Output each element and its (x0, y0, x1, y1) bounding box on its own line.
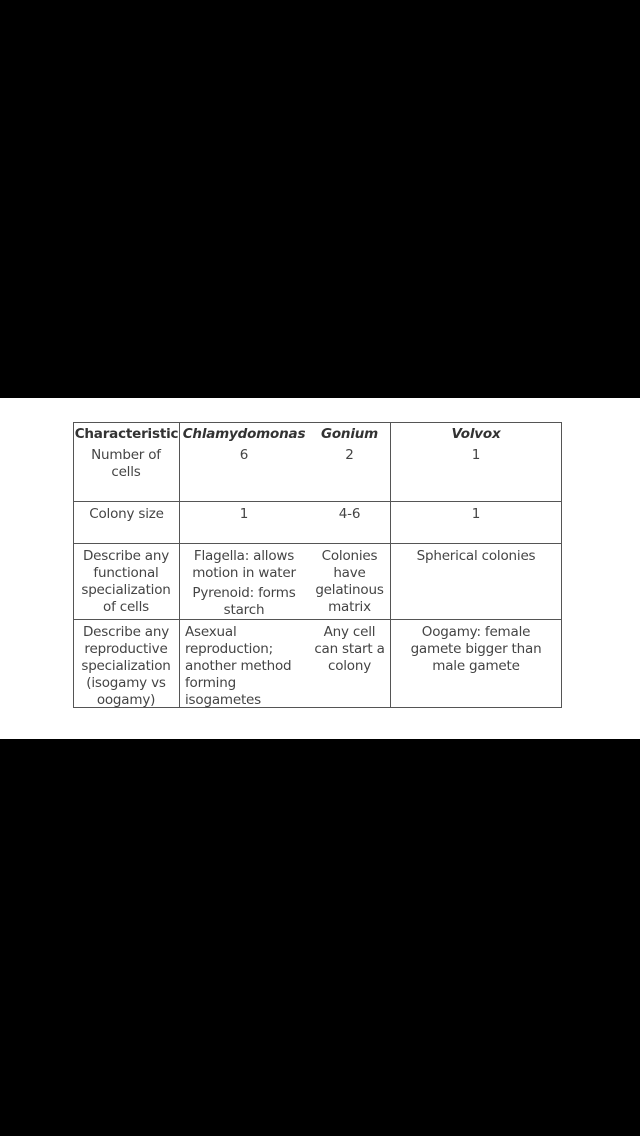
cell-volvox-colony-size: 1 (471, 506, 481, 522)
cell-gonium-cells: 2 (345, 447, 354, 463)
characteristics-table (73, 422, 562, 708)
cell-gonium-reproductive: Any cell can start a colony (314, 624, 385, 674)
cell-volvox-functional: Spherical colonies (416, 548, 536, 564)
table-border-left (73, 422, 74, 708)
cell-volvox-reproductive: Oogamy: female gamete bigger than male gamete (410, 624, 542, 674)
header-chlamydomonas: Chlamydomonas (182, 426, 306, 442)
row-label-number-of-cells: Number of cells (91, 447, 161, 480)
row-label-reproductive-specialization: Describe any reproductive specialization (isogamy vs oogamy) (81, 624, 171, 708)
column-divider (179, 422, 180, 708)
chlamydomonas-flagella-note: Flagella: allows motion in water (192, 548, 296, 581)
row-label-functional-specialization: Describe any functional specialization of cells (81, 548, 171, 615)
header-volvox: Volvox (451, 426, 501, 442)
row-divider (73, 543, 562, 544)
chlamydomonas-pyrenoid-note: Pyrenoid: forms starch (192, 585, 296, 618)
cell-gonium-colony-size: 4-6 (338, 506, 361, 522)
cell-chlamydomonas-cells: 6 (239, 447, 249, 463)
cell-chlamydomonas-functional (185, 548, 303, 619)
header-gonium: Gonium (320, 426, 379, 442)
cell-chlamydomonas-colony-size: 1 (239, 506, 249, 522)
cell-chlamydomonas-reproductive: Asexual reproduction; another method forming isogametes (185, 624, 292, 708)
row-divider (73, 619, 562, 620)
table-border-top (73, 422, 562, 423)
cell-gonium-functional: Colonies have gelatinous matrix (315, 548, 384, 615)
header-characteristic: Characteristic (74, 426, 179, 442)
table-border-right (561, 422, 562, 708)
row-divider (73, 501, 562, 502)
table-image-area (0, 398, 640, 739)
row-label-colony-size: Colony size (89, 506, 164, 522)
column-divider (390, 422, 391, 708)
cell-volvox-cells: 1 (471, 447, 481, 463)
